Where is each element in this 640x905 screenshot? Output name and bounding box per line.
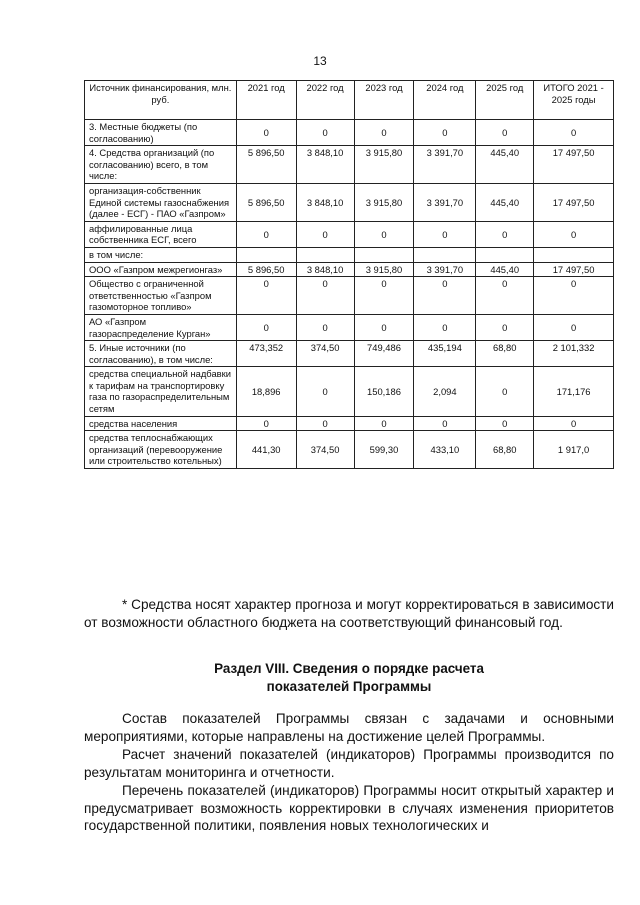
row-value: 0 — [354, 120, 414, 146]
row-value — [236, 247, 296, 262]
row-value: 445,40 — [476, 183, 534, 221]
row-value: 3 915,80 — [354, 183, 414, 221]
row-value: 0 — [296, 120, 354, 146]
row-value: 599,30 — [354, 431, 414, 469]
row-label: средства специальной надбавки к тарифам на транспортировку газа по газораспределительным сетям — [85, 367, 237, 416]
table-row — [85, 247, 614, 262]
row-value: 2,094 — [414, 367, 476, 416]
row-value: 749,486 — [354, 341, 414, 367]
table-row — [85, 277, 614, 315]
row-value: 3 391,70 — [414, 262, 476, 277]
footnote-text: * Средства носят характер прогноза и могут корректироваться в зависимости от возможности областного бюджета на соответствующий финансовый год. — [84, 597, 614, 630]
row-value — [354, 247, 414, 262]
row-value: 435,194 — [414, 341, 476, 367]
table-row — [85, 262, 614, 277]
row-value: 0 — [534, 416, 614, 431]
header-2023: 2023 год — [354, 81, 414, 120]
table-row — [85, 146, 614, 184]
row-value: 0 — [534, 314, 614, 340]
row-value: 374,50 — [296, 431, 354, 469]
row-value: 0 — [476, 314, 534, 340]
row-value — [476, 247, 534, 262]
row-value: 445,40 — [476, 262, 534, 277]
header-2022: 2022 год — [296, 81, 354, 120]
row-value: 17 497,50 — [534, 146, 614, 184]
row-value: 3 848,10 — [296, 183, 354, 221]
row-value: 0 — [354, 221, 414, 247]
row-value: 473,352 — [236, 341, 296, 367]
row-label: аффилированные лица собственника ЕСГ, всего — [85, 221, 237, 247]
row-label: ООО «Газпром межрегионгаз» — [85, 262, 237, 277]
table-header-row — [85, 81, 614, 120]
table-row — [85, 183, 614, 221]
row-label: 5. Иные источники (по согласованию), в том числе: — [85, 341, 237, 367]
row-value: 3 848,10 — [296, 262, 354, 277]
row-label: средства населения — [85, 416, 237, 431]
row-value: 0 — [236, 314, 296, 340]
table-row — [85, 120, 614, 146]
table-body — [85, 120, 614, 469]
paragraph: Состав показателей Программы связан с задачами и основными мероприятиями, которые направлены на достижение целей Программы. — [84, 711, 614, 744]
row-value: 0 — [414, 120, 476, 146]
header-2024: 2024 год — [414, 81, 476, 120]
section-title-line-2: показателей Программы — [266, 679, 432, 694]
row-value: 17 497,50 — [534, 262, 614, 277]
footnote — [84, 596, 614, 632]
row-value: 3 915,80 — [354, 146, 414, 184]
row-value: 0 — [476, 277, 534, 315]
row-value: 3 848,10 — [296, 146, 354, 184]
row-value: 3 915,80 — [354, 262, 414, 277]
paragraph: Перечень показателей (индикаторов) Программы носит открытый характер и предусматривает возможность корректировки в случаях изменения приоритетов государственной политики, появления новых технологических и — [84, 783, 614, 833]
table-row — [85, 341, 614, 367]
row-label: 3. Местные бюджеты (по согласованию) — [85, 120, 237, 146]
paragraph: Расчет значений показателей (индикаторов) Программы производится по результатам мониторинга и отчетности. — [84, 747, 614, 780]
row-value: 0 — [236, 416, 296, 431]
row-value: 0 — [414, 221, 476, 247]
row-value: 5 896,50 — [236, 146, 296, 184]
row-value: 5 896,50 — [236, 183, 296, 221]
header-source: Источник финансирования, млн. руб. — [85, 81, 237, 120]
row-value: 0 — [534, 221, 614, 247]
row-value: 374,50 — [296, 341, 354, 367]
row-value: 0 — [236, 120, 296, 146]
row-value: 3 391,70 — [414, 183, 476, 221]
row-value: 0 — [414, 277, 476, 315]
row-label: организация-собственник Единой системы газоснабжения (далее - ЕСГ) - ПАО «Газпром» — [85, 183, 237, 221]
row-value: 0 — [296, 221, 354, 247]
row-value — [534, 247, 614, 262]
table-row — [85, 416, 614, 431]
row-value: 171,176 — [534, 367, 614, 416]
financing-table — [84, 80, 614, 469]
row-value — [414, 247, 476, 262]
row-value: 3 391,70 — [414, 146, 476, 184]
page-number: 13 — [313, 54, 327, 68]
row-value: 0 — [296, 277, 354, 315]
row-value: 2 101,332 — [534, 341, 614, 367]
row-value: 0 — [476, 367, 534, 416]
row-value: 150,186 — [354, 367, 414, 416]
row-value: 0 — [354, 277, 414, 315]
row-value: 0 — [476, 221, 534, 247]
row-label: в том числе: — [85, 247, 237, 262]
row-label: средства теплоснабжающих организаций (перевооружение или строительство котельных) — [85, 431, 237, 469]
row-value: 68,80 — [476, 341, 534, 367]
table-row — [85, 431, 614, 469]
row-value: 0 — [476, 416, 534, 431]
row-value: 0 — [354, 314, 414, 340]
row-value: 0 — [236, 221, 296, 247]
row-value: 0 — [534, 277, 614, 315]
row-label: Общество с ограниченной ответственностью «Газпром газомоторное топливо» — [85, 277, 237, 315]
row-value: 433,10 — [414, 431, 476, 469]
row-value: 441,30 — [236, 431, 296, 469]
header-total: ИТОГО 2021 - 2025 годы — [534, 81, 614, 120]
table-row — [85, 367, 614, 416]
section-heading — [84, 660, 614, 696]
row-value: 0 — [414, 314, 476, 340]
row-value: 0 — [296, 314, 354, 340]
table-row — [85, 314, 614, 340]
header-2025: 2025 год — [476, 81, 534, 120]
row-value: 0 — [354, 416, 414, 431]
row-value: 0 — [534, 120, 614, 146]
row-value: 68,80 — [476, 431, 534, 469]
row-value: 18,896 — [236, 367, 296, 416]
row-value: 0 — [414, 416, 476, 431]
row-value: 0 — [296, 416, 354, 431]
header-2021: 2021 год — [236, 81, 296, 120]
row-label: АО «Газпром газораспределение Курган» — [85, 314, 237, 340]
row-value: 445,40 — [476, 146, 534, 184]
section-title-line-1: Раздел VIII. Сведения о порядке расчета — [214, 661, 484, 676]
row-label: 4. Средства организаций (по согласованию) всего, в том числе: — [85, 146, 237, 184]
row-value: 0 — [296, 367, 354, 416]
table-row — [85, 221, 614, 247]
body-text — [84, 710, 614, 836]
row-value: 0 — [476, 120, 534, 146]
row-value: 5 896,50 — [236, 262, 296, 277]
row-value: 0 — [236, 277, 296, 315]
row-value — [296, 247, 354, 262]
row-value: 1 917,0 — [534, 431, 614, 469]
row-value: 17 497,50 — [534, 183, 614, 221]
